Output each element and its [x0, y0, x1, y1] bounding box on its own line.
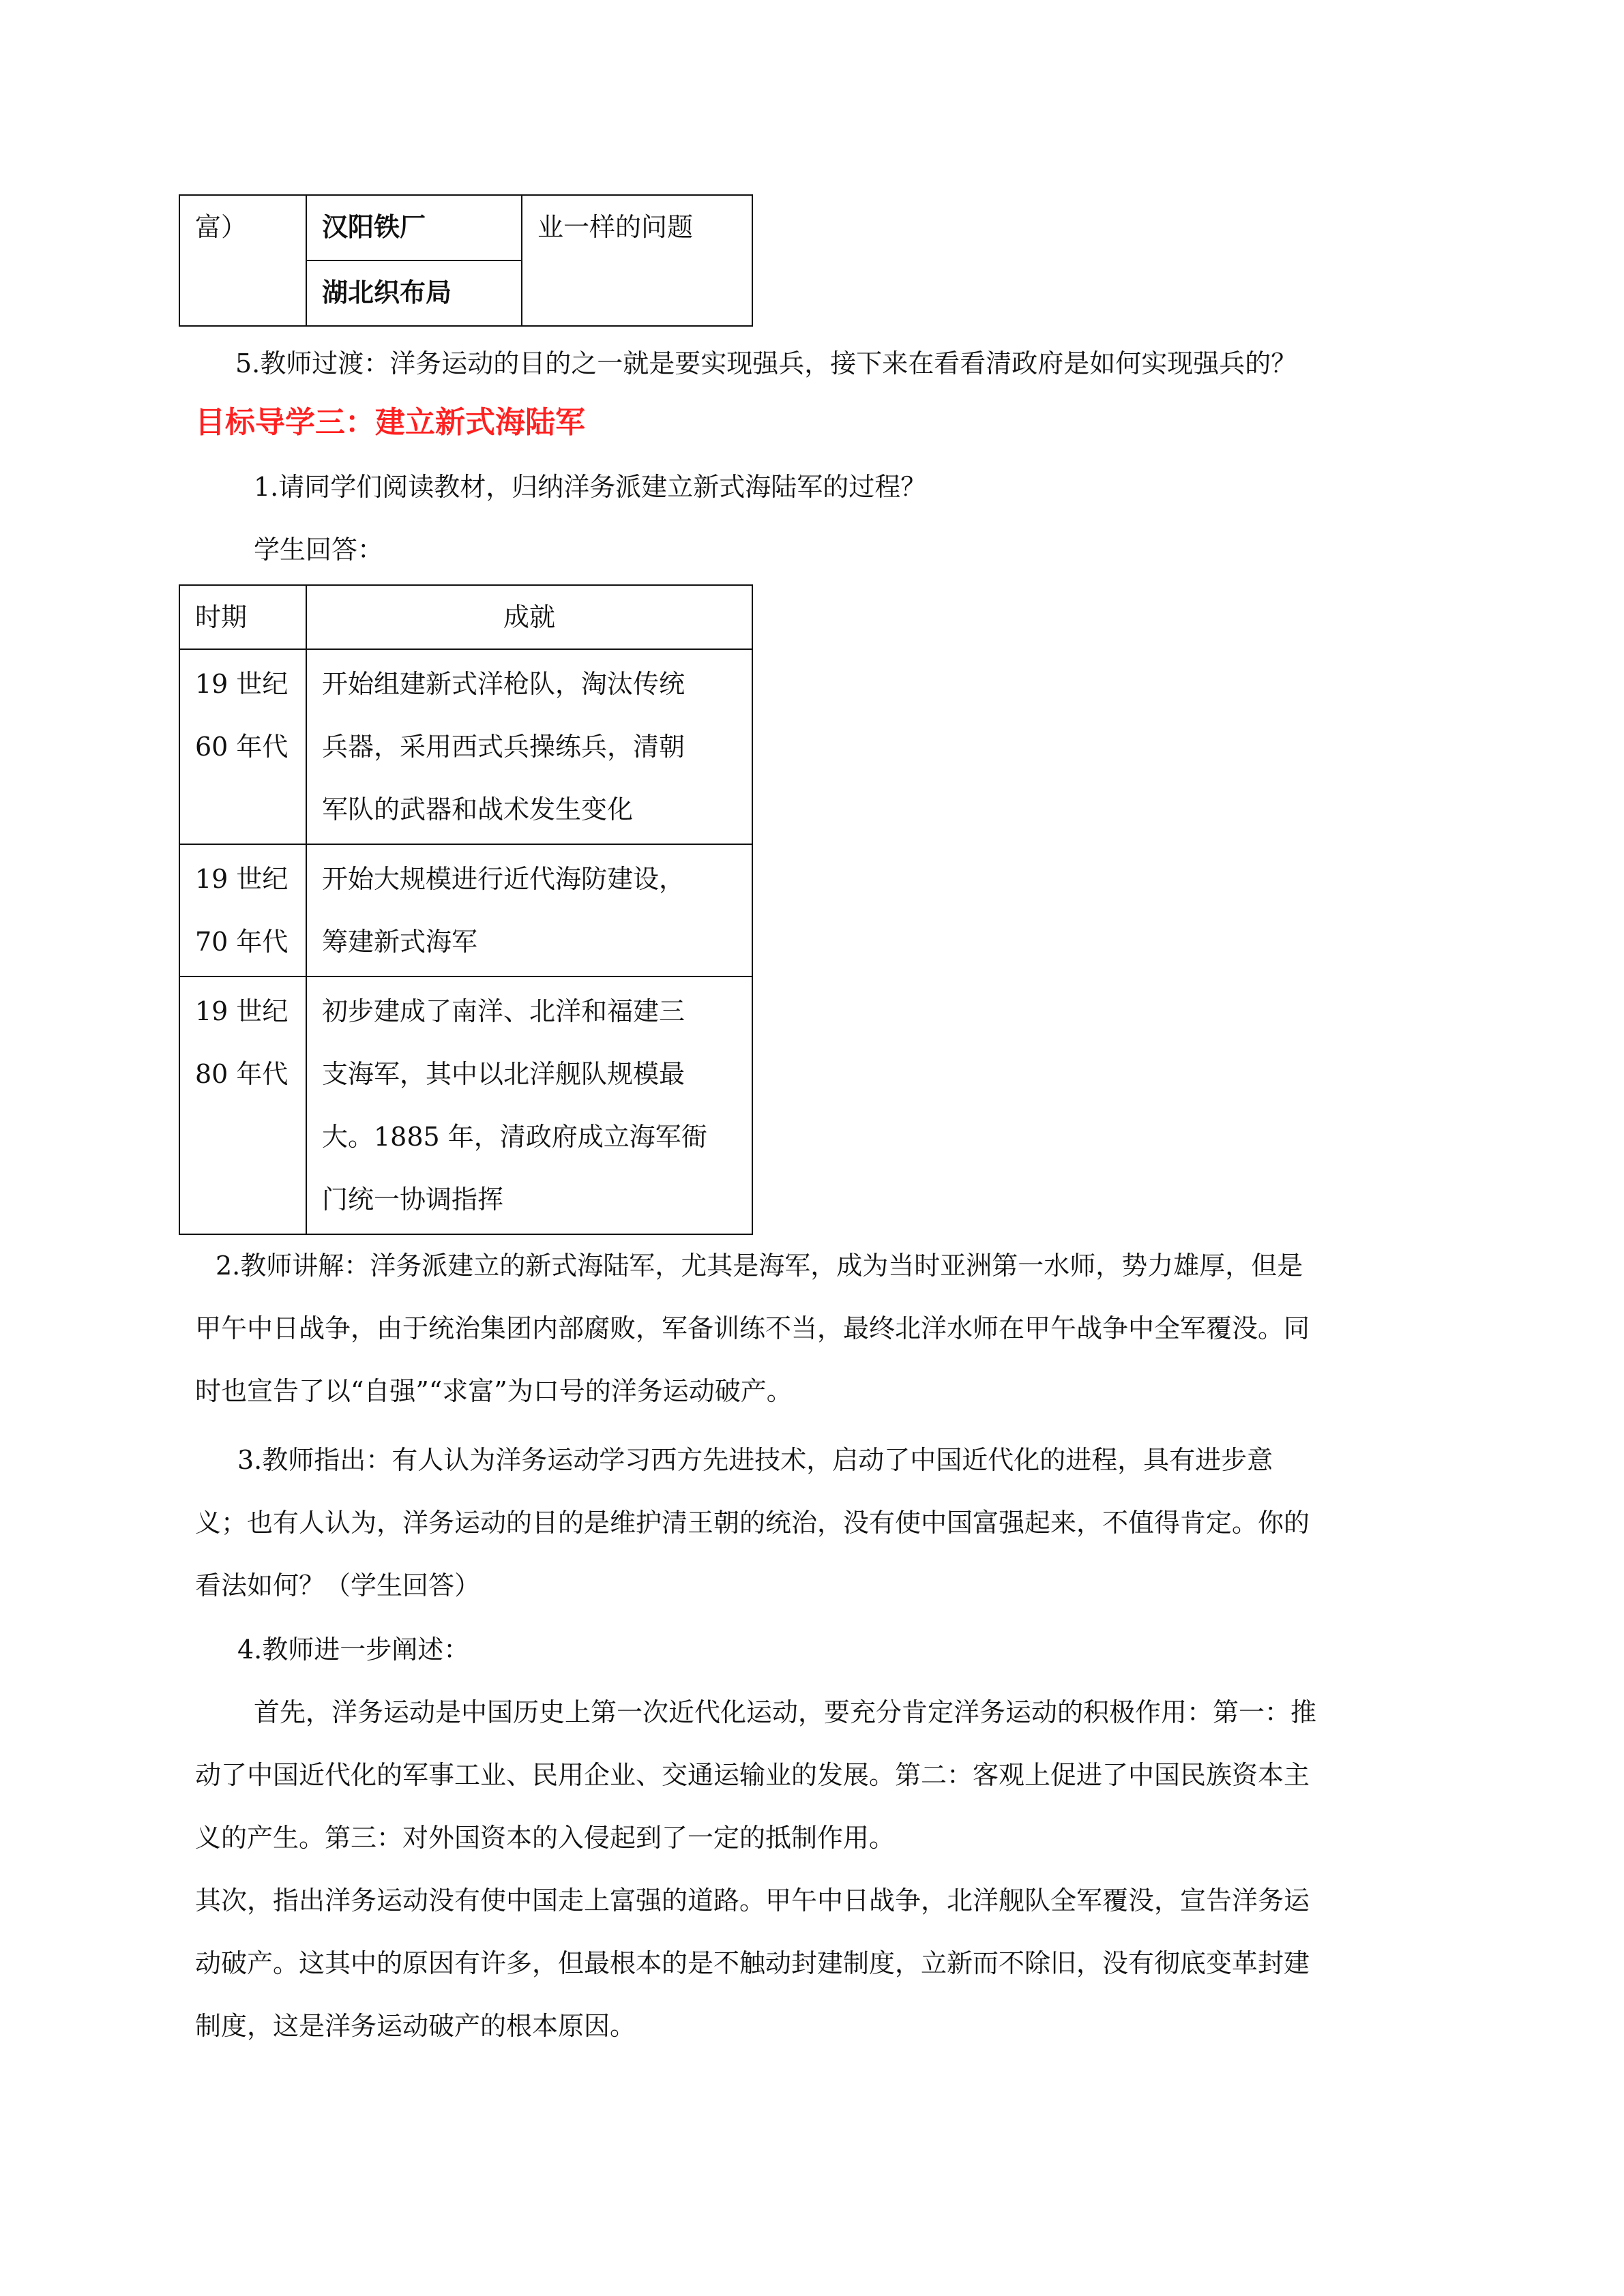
paragraph-line: 甲午中日战争，由于统治集团内部腐败，军备训练不当，最终北洋水师在甲午战争中全军覆没。同 — [195, 1313, 1310, 1343]
achievement-line: 开始组建新式洋枪队，淘汰传统 — [322, 669, 685, 699]
period-cell — [179, 976, 306, 1234]
paragraph-line: 首先，洋务运动是中国历史上第一次近代化运动，要充分肯定洋务运动的积极作用：第一：推 — [254, 1697, 1317, 1727]
army-table — [179, 584, 753, 1235]
top-table-col2-row1 — [306, 195, 522, 260]
student-answer-label: 学生回答： — [254, 535, 384, 565]
achievement-cell — [306, 649, 752, 844]
period-cell — [179, 844, 306, 976]
paragraph-3 — [195, 1429, 1310, 1617]
period-line: 70 年代 — [195, 927, 289, 957]
period-line: 80 年代 — [195, 1059, 289, 1089]
army-table-header — [179, 585, 752, 649]
paragraph-line: 时也宣告了以“自强”“求富”为口号的洋务运动破产。 — [195, 1376, 793, 1406]
achievement-line: 支海军，其中以北洋舰队规模最 — [322, 1059, 685, 1089]
paragraph-line: 义的产生。第三：对外国资本的入侵起到了一定的抵制作用。 — [195, 1823, 896, 1853]
table-row — [179, 844, 752, 976]
paragraph-line: 看法如何？（学生回答） — [195, 1570, 481, 1600]
paragraph-4: 4.教师进一步阐述： — [237, 1635, 470, 1665]
period-line: 19 世纪 — [195, 669, 289, 699]
table-row — [179, 976, 752, 1234]
achievement-line: 初步建成了南洋、北洋和福建三 — [322, 996, 685, 1026]
col2-row1-text: 汉阳铁厂 — [322, 212, 426, 242]
paragraph-line: 动了中国近代化的军事工业、民用企业、交通运输业的发展。第二：客观上促进了中国民族资本主 — [195, 1760, 1310, 1790]
achievement-line: 军队的武器和战术发生变化 — [322, 794, 634, 824]
achievement-line: 开始大规模进行近代海防建设， — [322, 864, 685, 894]
paragraph-line: 3.教师指出：有人认为洋务运动学习西方先进技术，启动了中国近代化的进程，具有进步意 — [237, 1445, 1273, 1475]
achievement-line: 兵器，采用西式兵操练兵，清朝 — [322, 732, 685, 762]
period-line: 19 世纪 — [195, 864, 289, 894]
header-achievement: 成就 — [306, 585, 752, 649]
header-period: 时期 — [179, 585, 306, 649]
period-line: 60 年代 — [195, 732, 289, 762]
col2-row2-text: 湖北织布局 — [322, 278, 452, 308]
table-row — [179, 649, 752, 844]
paragraph-line: 义；也有人认为，洋务运动的目的是维护清王朝的统治，没有使中国富强起来，不值得肯定。你的 — [195, 1508, 1310, 1538]
question-1: 1.请同学们阅读教材，归纳洋务派建立新式海陆军的过程？ — [254, 472, 927, 502]
paragraph-line: 动破产。这其中的原因有许多，但最根本的是不触动封建制度，立新而不除旧，没有彻底变革封建 — [195, 1948, 1310, 1978]
top-table-col3: 业一样的问题 — [522, 195, 752, 326]
achievement-cell — [306, 844, 752, 976]
achievement-line: 门统一协调指挥 — [322, 1184, 504, 1214]
paragraph-2 — [195, 1234, 1310, 1422]
paragraph-6 — [195, 1869, 1310, 2057]
transition-paragraph: 5.教师过渡：洋务运动的目的之一就是要实现强兵，接下来在看看清政府是如何实现强兵的？ — [235, 348, 1297, 378]
top-table-col1: 富） — [179, 195, 306, 326]
top-table-col2-row2 — [306, 260, 522, 326]
achievement-line: 大。1885 年，清政府成立海军衙 — [322, 1122, 707, 1152]
achievement-line: 筹建新式海军 — [322, 927, 478, 957]
period-cell — [179, 649, 306, 844]
paragraph-line: 2.教师讲解：洋务派建立的新式海陆军，尤其是海军，成为当时亚洲第一水师，势力雄厚，但是 — [216, 1251, 1303, 1281]
top-table — [179, 194, 753, 327]
achievement-cell — [306, 976, 752, 1234]
paragraph-line: 制度，这是洋务运动破产的根本原因。 — [195, 2011, 636, 2041]
paragraph-5 — [195, 1681, 1316, 1869]
section-heading: 目标导学三：建立新式海陆军 — [195, 405, 585, 440]
period-line: 19 世纪 — [195, 996, 289, 1026]
paragraph-line: 其次，指出洋务运动没有使中国走上富强的道路。甲午中日战争，北洋舰队全军覆没，宣告洋务运 — [195, 1885, 1310, 1915]
